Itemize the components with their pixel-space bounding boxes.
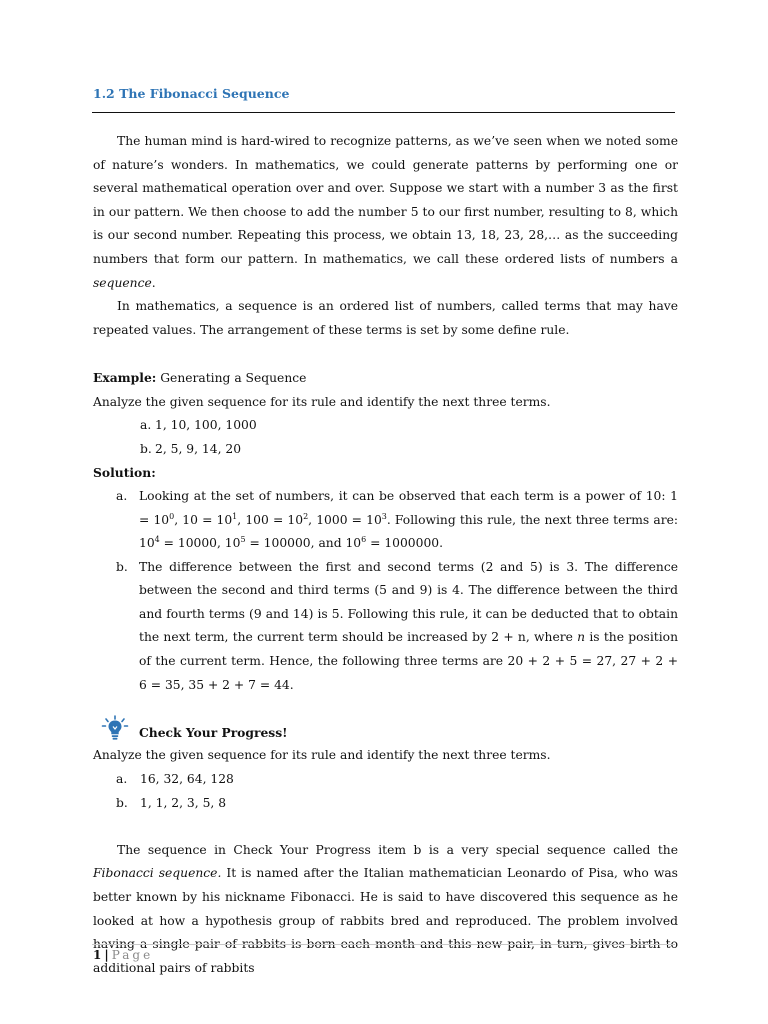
solution-text: , where (525, 630, 578, 645)
exponent: 0 (169, 511, 175, 521)
paragraph-text: It is named after the Italian mathematician Leonardo of Pisa, who was better known by his nickname Fibonacci. He is said to have discovered this sequence as he looked at how a hypothesis group of rabbits bred and reproduced. The problem involved having a single pair of rabbits is born each month and this new pair, in turn, gives birth to additional pairs of rabbits (93, 866, 678, 975)
solution-text: , 100 = 10 (237, 512, 304, 527)
solution-text: = 10000, 10 (159, 536, 241, 551)
check-progress-title: Check Your Progress! (139, 724, 288, 740)
solution-label: b. (116, 559, 128, 574)
solution-item-b (93, 556, 678, 698)
example-subtitle: Generating a Sequence (156, 370, 307, 385)
solution-text: , 10 = 10 (174, 512, 233, 527)
list-item (93, 768, 678, 792)
intro-end: . (151, 275, 156, 290)
section-heading: 1.2 The Fibonacci Sequence (93, 86, 290, 101)
solution-label: a. (116, 488, 128, 503)
check-progress-instruction: Analyze the given sequence for its rule and identify the next three terms. (93, 748, 551, 763)
intro-text: The human mind is hard-wired to recognize patterns, as we’ve seen when we noted some of nature’s wonders. In mathematics, we could generate patterns by performing one or several mathematical operation over and over. Suppose we start with a number 3 as the first in our pattern. We then choose to add the number 5 to our first number, resulting to 8, which is our second number. Repeating this process, we obtain 13, 18, 23, 28,… as the succeeding numbers that form our pattern. In mathematics, we call these ordered lists of numbers a (93, 134, 678, 266)
list-item (93, 414, 678, 438)
list-label: b. (140, 441, 152, 456)
page-number: 1 (93, 948, 102, 962)
exponent: 2 (303, 511, 309, 521)
footer-separator: | (104, 948, 109, 962)
list-text: 1, 10, 100, 1000 (155, 418, 257, 433)
exponent: 6 (361, 535, 367, 544)
solution-title: Solution: (93, 465, 156, 481)
example-instruction: Analyze the given sequence for its rule and identify the next three terms. (93, 394, 551, 409)
list-text: 1, 1, 2, 3, 5, 8 (140, 795, 227, 810)
page-footer (93, 948, 153, 962)
fibonacci-term: Fibonacci sequence. (93, 866, 222, 881)
exponent: 1 (232, 511, 238, 521)
list-text: 16, 32, 64, 128 (140, 772, 234, 787)
solution-text: Looking at the set of numbers, it can be observed that each term is a power of 10: 1 = 10 (139, 488, 678, 527)
paragraph-text: The sequence in Check Your Progress item b is a very special sequence called the (117, 842, 678, 857)
list-text: 2, 5, 9, 14, 20 (155, 441, 242, 456)
list-label: a. (140, 418, 152, 433)
solution-text: = 100000, and 10 (245, 536, 362, 551)
body-text (93, 130, 678, 980)
solution-text: The difference between the first and second terms (2 and 5) is 3. The difference between the second and third terms (5 and 9) is 4. The difference between the third and fourth terms (9 and 14) is 5. Following this rule, it can be deducted that to obtain the next term, the current term should be increased by (139, 559, 678, 645)
definition-paragraph: In mathematics, a sequence is an ordered list of numbers, called terms that may have repeated values. The arrangement of these terms is set by some define rule. (93, 299, 678, 337)
list-item (93, 792, 678, 816)
footer-rule (92, 944, 675, 945)
exponent: 4 (154, 535, 160, 544)
example-label: Example: (93, 369, 157, 385)
intro-paragraph (93, 130, 678, 295)
math-expression: 2 + n (491, 630, 526, 645)
list-item (93, 438, 678, 462)
solution-text: , 1000 = 10 (308, 512, 382, 527)
math-variable: n (577, 630, 586, 645)
page-label: Page (111, 948, 154, 962)
exponent: 5 (240, 535, 246, 544)
solution-item-a (93, 485, 678, 556)
exponent: 3 (381, 511, 387, 521)
list-label: a. (116, 772, 128, 787)
solution-text: = 1000000. (366, 536, 444, 551)
solution-text: is the position of the current term. Hence, the following three terms are 20 + 2 + 5 = 27, 27 + 2 + 6 = 35, 35 + 2 + 7 = 44. (139, 630, 678, 692)
heading-rule (92, 112, 675, 113)
example-title (93, 366, 678, 391)
lightbulb-icon (101, 715, 129, 741)
list-label: b. (116, 795, 128, 810)
sequence-term: sequence (93, 275, 152, 290)
solution-text: . Following this rule, the next three terms are: 10 (139, 512, 679, 551)
check-progress-heading (93, 721, 678, 745)
fibonacci-paragraph (93, 839, 678, 981)
